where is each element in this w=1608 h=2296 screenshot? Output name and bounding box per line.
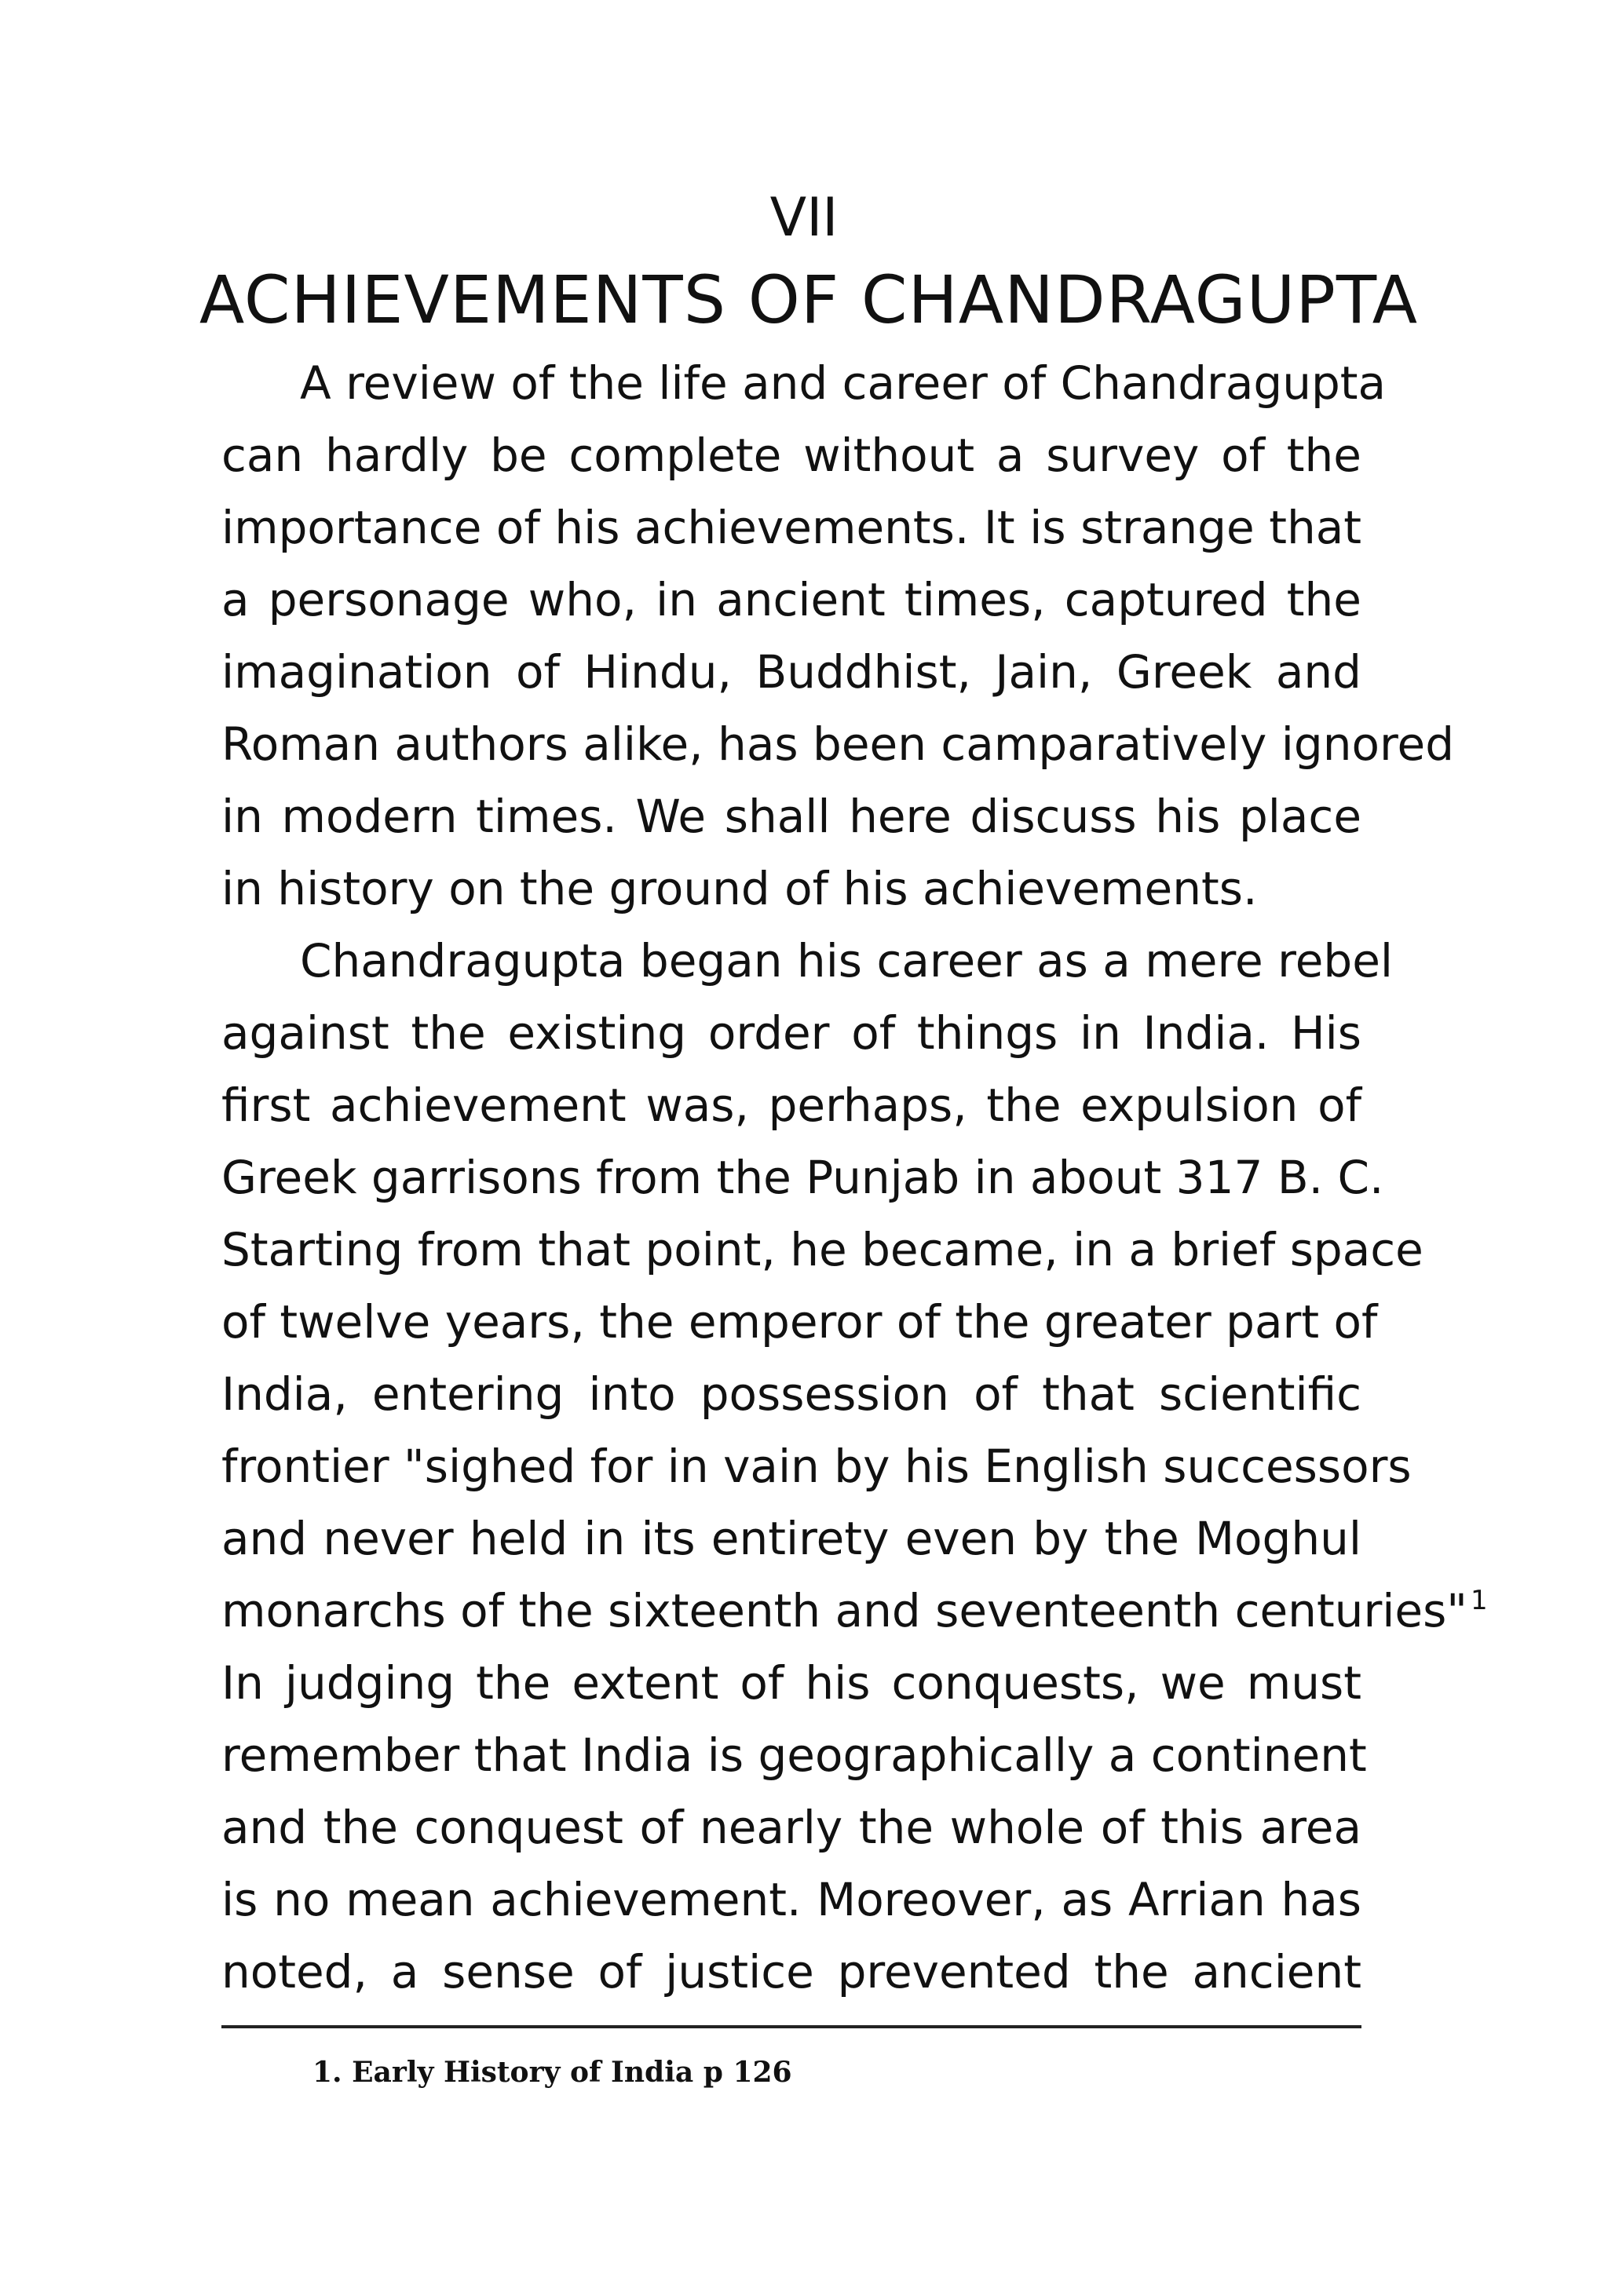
chapter-number: VII <box>769 187 839 249</box>
text-line: can hardly be complete without a survey of the <box>221 429 1361 482</box>
text-line: frontier "sighed for in vain by his English successors <box>221 1440 1412 1493</box>
text-line: A review of the life and career of Chandragupta <box>300 356 1387 410</box>
text-line: importance of his achievements. It is strange that <box>221 501 1361 554</box>
text-line: against the existing order of things in India. His <box>221 1006 1361 1060</box>
text-line: Starting from that point, he became, in a brief space <box>221 1223 1423 1276</box>
text-line: Greek garrisons from the Punjab in about 317 B. C. <box>221 1151 1384 1204</box>
text-line: in history on the ground of his achievements. <box>221 862 1258 915</box>
text-line: India, entering into possession of that scientific <box>221 1367 1361 1421</box>
text-line-content: monarchs of the sixteenth and seventeenth centuries" <box>221 1584 1467 1637</box>
text-line-with-footnote <box>221 1575 1488 1647</box>
text-line: and the conquest of nearly the whole of this area <box>221 1801 1361 1854</box>
footnote: 1. Early History of India p 126 <box>312 2056 792 2089</box>
text-line: is no mean achievement. Moreover, as Arrian has <box>221 1873 1361 1926</box>
text-line: noted, a sense of justice prevented the ancient <box>221 1945 1361 1999</box>
text-line: Roman authors alike, has been camparatively ignored <box>221 717 1455 771</box>
chapter-title: ACHIEVEMENTS OF CHANDRAGUPTA <box>199 261 1419 338</box>
text-line: remember that India is geographically a continent <box>221 1728 1367 1782</box>
text-line: In judging the extent of his conquests, we must <box>221 1656 1361 1710</box>
text-line: and never held in its entirety even by the Moghul <box>221 1512 1361 1565</box>
body-text <box>221 347 1488 2008</box>
footnote-divider <box>221 2025 1361 2028</box>
footnote-marker: 1 <box>1471 1585 1488 1616</box>
text-line: in modern times. We shall here discuss his place <box>221 790 1361 843</box>
text-line: imagination of Hindu, Buddhist, Jain, Greek and <box>221 645 1361 699</box>
text-line: first achievement was, perhaps, the expulsion of <box>221 1079 1361 1132</box>
text-line: a personage who, in ancient times, captured the <box>221 573 1361 626</box>
text-line: Chandragupta began his career as a mere rebel <box>300 934 1394 987</box>
text-line: of twelve years, the emperor of the greater part of <box>221 1295 1378 1349</box>
